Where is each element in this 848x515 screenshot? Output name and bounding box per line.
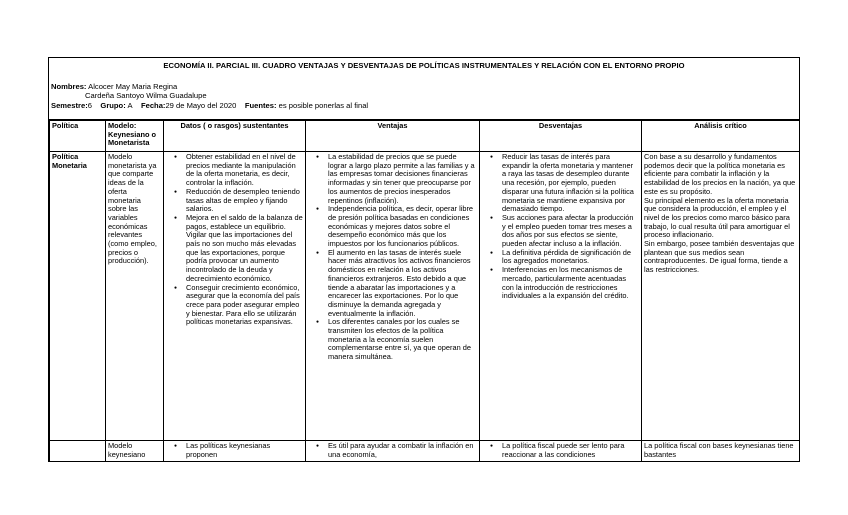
- document-title: ECONOMÍA II. PARCIAL III. CUADRO VENTAJAS Y DESVENTAJAS DE POLÍTICAS INSTRUMENTALES Y RELACIÓN CON EL ENTORNO PROPIO: [163, 61, 685, 70]
- document-page: [48, 57, 800, 462]
- fecha-label: Fecha:: [140, 100, 166, 110]
- list-item: ● La estabilidad de precios que se puede lograr a largo plazo permite a las familias y a las empresas tomar decisiones financieras informadas y sin tener que preocuparse por los aumentos de precios inesperados repentinos (inflación).: [328, 153, 477, 205]
- cell-politica: Política Monetaria: [50, 152, 106, 441]
- cell-desventajas: [480, 441, 642, 463]
- nombres-label: Nombres:: [51, 82, 87, 91]
- col-header-ventajas: Ventajas: [306, 121, 480, 152]
- student-name-1: Alcocer May Maria Regina: [88, 82, 178, 91]
- col-header-datos: Datos ( o rasgos) sustentantes: [164, 121, 306, 152]
- list-item: ● Independencia política, es decir, operar libre de presión política basadas en condiciones económicas y mejores datos sobre el desempeño económico más que los impuestos por los funcionarios públicos.: [328, 205, 477, 249]
- list-item: ● Conseguir crecimiento económico, asegurar que la economía del país crece para poder asegurar empleo y bienestar. Para ello se utilizarán políticas monetarias expansivas.: [186, 284, 303, 328]
- list-item: ● La definitiva pérdida de significación de los agregados monetarios.: [502, 249, 639, 266]
- cell-desventajas: [480, 152, 642, 441]
- comparison-table: [49, 120, 800, 462]
- col-header-modelo: Modelo: Keynesiano o Monetarista: [106, 121, 164, 152]
- list-item: ● Reducción de desempleo teniendo tasas altas de empleo y fijando salarios.: [186, 188, 303, 214]
- cell-modelo: Modelo monetarista ya que comparte ideas de la oferta monetaria sobre las variables económicas relevantes (como empleo, precios o producción).: [106, 152, 164, 441]
- list-item: ● Interferencias en los mecanismos de mercado, particularmente acentuadas con la introducción de restricciones individuales a la expansión del crédito.: [502, 266, 639, 301]
- list-item: ● Las políticas keynesianas proponen: [186, 442, 303, 459]
- list-item: ● Sus acciones para afectar la producción y el empleo pueden tomar tres meses a dos años por sus efectos se siente, pueden afectar incluso a la inflación.: [502, 214, 639, 249]
- semestre-label: Semestre:: [51, 100, 88, 110]
- list-item: ● Mejora en el saldo de la balanza de pagos, establece un equilibrio. Vigilar que las importaciones del país no son mucho más elevadas que las exportaciones, porque podría provocar un aumento incontrolado de la deuda y decrecimiento económico.: [186, 214, 303, 284]
- student-name-2: Cardeña Santoyo Wilma Guadalupe: [85, 91, 207, 101]
- semestre-value: 6: [87, 100, 92, 110]
- table-row: [50, 441, 800, 463]
- list-item: ● Obtener estabilidad en el nivel de precios mediante la manipulación de la oferta monetaria, es decir, controlar la inflación.: [186, 153, 303, 188]
- cell-ventajas: [306, 152, 480, 441]
- col-header-politica: Política: [50, 121, 106, 152]
- list-item: ● El aumento en las tasas de interés suele hacer más atractivos los activos financieros domésticos en relación a los activos financieros extranjeros. Esto debido a que tiende a abaratar las importaciones y a encarecer las exportaciones. Por lo que disminuye la demanda agregada y eventualmente la inflación.: [328, 249, 477, 319]
- fecha-value: 29 de Mayo del 2020: [165, 100, 237, 110]
- col-header-analisis: Análisis crítico: [642, 121, 800, 152]
- document-header: [49, 58, 799, 120]
- cell-analisis: La política fiscal con bases keynesianas tiene bastantes: [642, 441, 800, 463]
- fuentes-label: Fuentes:: [244, 100, 277, 110]
- list-item: ● Los diferentes canales por los cuales se transmiten los efectos de la política monetaria a la economía suelen complementarse entre sí, ya que operan de manera simultánea.: [328, 318, 477, 362]
- grupo-label: Grupo:: [100, 100, 126, 110]
- cell-ventajas: [306, 441, 480, 463]
- cell-datos: [164, 441, 306, 463]
- list-item: ● Es útil para ayudar a combatir la inflación en una economía,: [328, 442, 477, 459]
- student-info: [51, 82, 368, 110]
- table-row: [50, 152, 800, 441]
- fuentes-value: es posible ponerlas al final: [278, 100, 369, 110]
- cell-datos: [164, 152, 306, 441]
- grupo-value: A: [127, 100, 133, 110]
- cell-modelo: Modelo keynesiano: [106, 441, 164, 463]
- table-header-row: [50, 121, 800, 152]
- list-item: ● Reducir las tasas de interés para expandir la oferta monetaria y mantener a raya las tasas de desempleo durante una recesión, por ejemplo, pueden disparar una futura inflación si la política monetaria se mantiene expansiva por demasiado tiempo.: [502, 153, 639, 214]
- cell-analisis: Con base a su desarrollo y fundamentos podemos decir que la política monetaria es eficiente para combatir la inflación y la estabilidad de los precios en la nación, ya que este es su propósito. Su principal elemento es la oferta monetaria que considera la producción, el empleo y el nivel de los precios como marco básico para trabajo, lo cual resulta útil para amortiguar el proceso inflacionario. Sin embargo, posee también desventajas que plantean que sus medios sean contraproducentes. De igual forma, tiende a las restricciones.: [642, 152, 800, 441]
- col-header-desventajas: Desventajas: [480, 121, 642, 152]
- cell-politica: [50, 441, 106, 463]
- list-item: ● La política fiscal puede ser lento para reaccionar a las condiciones: [502, 442, 639, 459]
